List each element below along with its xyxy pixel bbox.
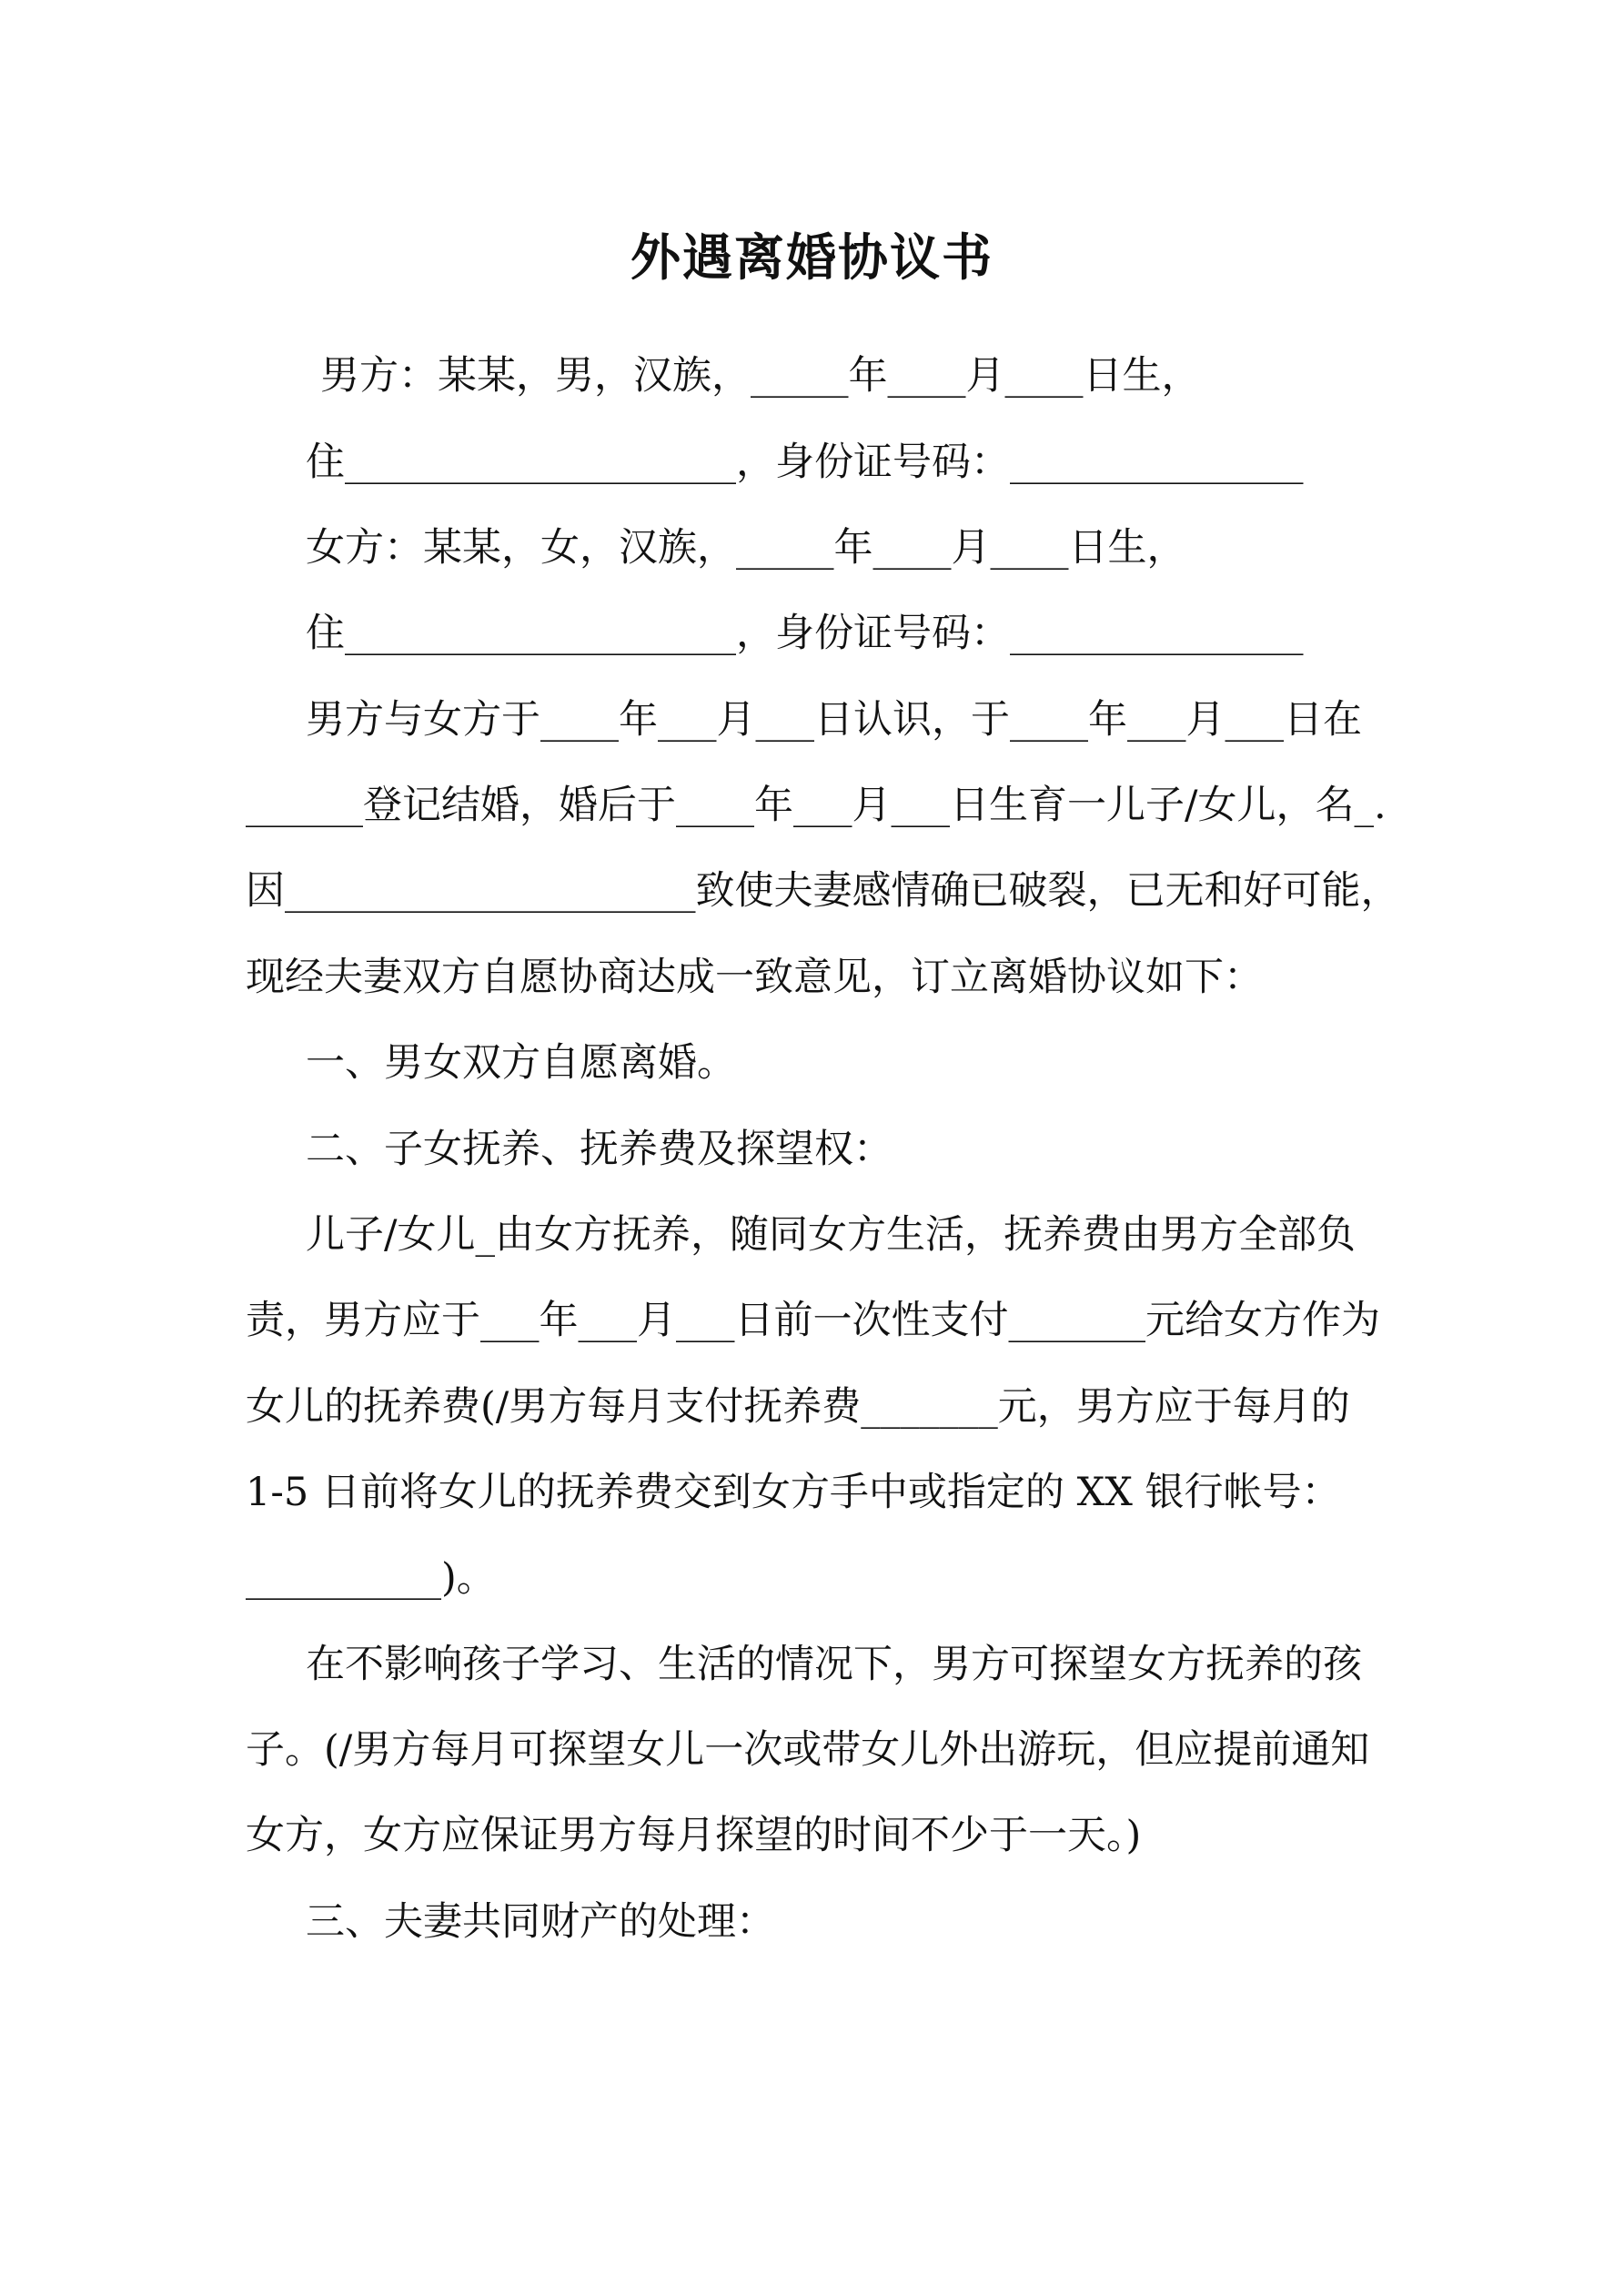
line-custody-monthly: 女儿的抚养费(/男方每月支付抚养费_______元，男方应于每月的	[246, 1384, 1350, 1430]
section-2-heading: 二、子女抚养、抚养费及探望权：	[306, 1127, 893, 1172]
line-husband-address: 住____________________，身份证号码：_______________	[306, 440, 1304, 485]
line-wife-address: 住____________________，身份证号码：_______________	[306, 611, 1304, 656]
line-custody-payment: 责，男方应于___年___月___日前一次性支付_______元给女方作为	[246, 1298, 1380, 1343]
line-reason: 因_____________________致使夫妻感情确已破裂，已无和好可能，	[246, 868, 1400, 914]
line-custody: 儿子/女儿_由女方抚养，随同女方生活，抚养费由男方全部负	[306, 1212, 1356, 1258]
line-marriage: ______登记结婚，婚后于____年___月___日生育一儿子/女儿，名_.	[246, 783, 1387, 828]
line-meeting: 男方与女方于____年___月___日认识，于____年___月___日在	[306, 697, 1362, 743]
line-bank-account-blank: __________)。	[246, 1555, 496, 1601]
line-visitation: 在不影响孩子学习、生活的情况下，男方可探望女方抚养的孩	[306, 1642, 1362, 1687]
section-1-heading: 一、男女双方自愿离婚。	[306, 1040, 736, 1086]
section-3-heading: 三、夫妻共同财产的处理：	[306, 1899, 775, 1945]
line-bank-account: 1-5 日前将女儿的抚养费交到女方手中或指定的 XX 银行帐号：	[246, 1470, 1341, 1515]
line-visitation-time: 女方，女方应保证男方每月探望的时间不少于一天。)	[246, 1813, 1142, 1858]
document-title: 外遇离婚协议书	[630, 228, 994, 287]
line-wife-info: 女方：某某，女，汉族，_____年____月____日生，	[306, 525, 1186, 571]
line-husband-info: 男方：某某，男，汉族，_____年____月____日生，	[320, 353, 1201, 399]
line-visitation-detail: 子。(/男方每月可探望女儿一次或带女儿外出游玩，但应提前通知	[246, 1727, 1370, 1773]
line-agreement-intro: 现经夫妻双方自愿协商达成一致意见，订立离婚协议如下：	[246, 955, 1263, 1000]
